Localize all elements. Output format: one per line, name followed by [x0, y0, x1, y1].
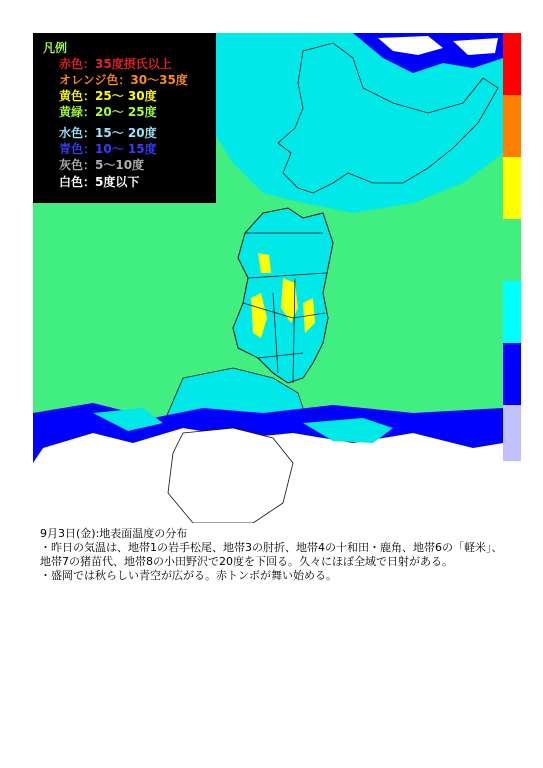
caption-line-2: ・盛岡では秋らしい青空が広がる。赤トンボが舞い始める。 — [40, 569, 337, 582]
legend-item-yellowgreen: 黄緑：20～ 25度 — [59, 105, 157, 119]
caption-line-1: ・昨日の気温は、地帯1の岩手松尾、地帯3の肘折、地帯4の十和田・鹿角、地帯6の「軽米」、地帯7の猪苗代、地帯8の小田野沢で20度を下回る。久々にほぼ全域で日射がある。 — [40, 541, 503, 568]
color-scale-segment — [503, 343, 521, 405]
caption-block — [40, 527, 510, 583]
legend-item-lightblue: 水色：15～ 20度 — [59, 126, 157, 140]
legend-item-gray: 灰色：5～10度 — [59, 158, 145, 172]
legend-item-red: 赤色：35度摂氏以上 — [59, 57, 172, 71]
legend-item-white: 白色：5度以下 — [59, 175, 140, 189]
legend-item-yellow: 黄色：25～ 30度 — [59, 89, 157, 103]
southern-cold-core — [168, 428, 293, 523]
color-scale-segment — [503, 219, 521, 281]
legend-item-blue: 青色：10～ 15度 — [59, 142, 157, 156]
legend-item-orange: オレンジ色：30～35度 — [59, 73, 188, 87]
color-scale-segment — [503, 157, 521, 219]
caption-title: 9月3日(金):地表面温度の分布 — [40, 527, 188, 540]
legend-title: 凡例 — [43, 41, 68, 55]
legend-panel — [33, 33, 216, 203]
color-scale-segment — [503, 33, 521, 95]
color-scale-bar — [503, 33, 521, 461]
color-scale-segment — [503, 95, 521, 157]
color-scale-segment — [503, 281, 521, 343]
color-scale-segment — [503, 405, 521, 461]
